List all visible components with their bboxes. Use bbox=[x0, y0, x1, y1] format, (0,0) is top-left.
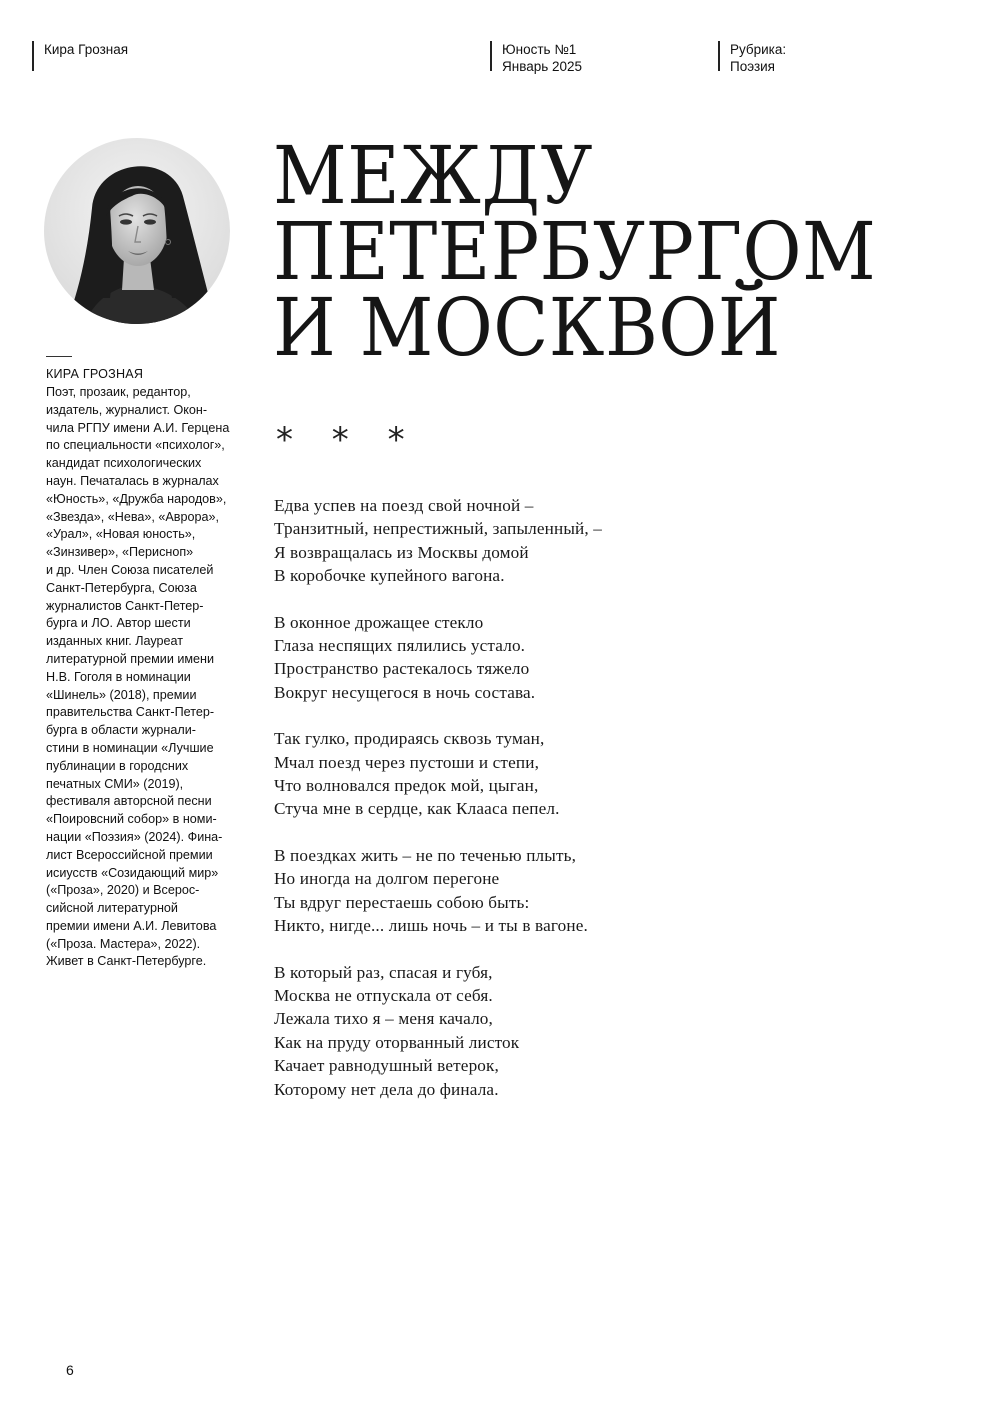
bio-line: кандидат психологических bbox=[46, 456, 202, 471]
poem-line: Которому нет дела до финала. bbox=[274, 1079, 499, 1099]
bio-line: Санкт-Петербурга, Союза bbox=[46, 580, 197, 595]
bio-line: чила РГПУ имени А.И. Герцена bbox=[46, 420, 230, 435]
poem-line: Едва успев на поезд свой ночной – bbox=[274, 496, 534, 515]
bio-line: печатных СМИ» (2019), bbox=[46, 776, 184, 791]
poem-line: Но иногда на долгом перегоне bbox=[274, 869, 500, 889]
poem-line: Пространство растекалось тяжело bbox=[274, 659, 530, 679]
header-divider bbox=[32, 41, 34, 71]
poem-line: Москва не отпускала от себя. bbox=[274, 985, 493, 1005]
bio-line: лист Всероссийсной премии bbox=[46, 847, 213, 862]
bio-line: литературной премии имени bbox=[46, 651, 215, 666]
bio-line: стини в номинации «Лучшие bbox=[46, 740, 214, 755]
bio-line: исиусств «Созидающий мир» bbox=[46, 865, 219, 880]
bio-line: по специальности «психолог», bbox=[46, 438, 225, 453]
bio-line: («Проза. Мастера», 2022). bbox=[46, 936, 201, 951]
bio-line: бурга и ЛО. Автор шести bbox=[46, 616, 191, 631]
bio-line: Н.В. Гоголя в номинации bbox=[46, 669, 191, 684]
poem-asterisks: * * * bbox=[276, 420, 419, 460]
bio-line: журналистов Санкт-Петер- bbox=[46, 598, 204, 613]
bio-line: «Поировсний собор» в номи- bbox=[46, 812, 217, 827]
bio-line: издатель, журналист. Окон- bbox=[46, 402, 208, 417]
title-line-2: ПЕТЕРБУРГОМ bbox=[273, 205, 877, 298]
poem-line: Стуча мне в сердце, как Клааса пепел. bbox=[274, 799, 560, 819]
author-bio bbox=[46, 356, 266, 971]
bio-line: премии имени А.И. Левитова bbox=[46, 918, 217, 933]
bio-author-name: КИРА ГРОЗНАЯ bbox=[46, 367, 144, 382]
bio-line: бурга в области журнали- bbox=[46, 723, 196, 738]
poem-line: Так гулко, продираясь сквозь туман, bbox=[274, 729, 545, 749]
poem-stanza bbox=[274, 844, 602, 938]
header-issue bbox=[490, 41, 582, 75]
bio-text bbox=[46, 384, 266, 971]
bio-line: сийсной литературной bbox=[46, 901, 178, 916]
bio-line: Поэт, прозаик, редантор, bbox=[46, 384, 191, 399]
bio-line: нации «Поэзия» (2024). Фина- bbox=[46, 829, 223, 844]
poem-line: Никто, нигде... лишь ночь – и ты в вагоне. bbox=[274, 916, 588, 936]
poem-line: Лежала тихо я – меня качало, bbox=[274, 1009, 493, 1029]
poem-line: В поездках жить – не по теченью плыть, bbox=[274, 845, 577, 865]
bio-line: публинации в городсних bbox=[46, 758, 189, 773]
poem-line: В который раз, спасая и губя, bbox=[274, 962, 493, 982]
bio-line: «Шинель» (2018), премии bbox=[46, 687, 197, 702]
header-author bbox=[32, 41, 128, 58]
poem-line: Я возвращалась из Москвы домой bbox=[274, 542, 529, 562]
header-rubric-value: Поэзия bbox=[730, 59, 775, 74]
poem-body bbox=[274, 494, 602, 1124]
header-issue-number: Юность №1 bbox=[502, 42, 577, 57]
poem-line: Что волновался предок мой, цыган, bbox=[274, 776, 539, 796]
article-title bbox=[273, 129, 943, 374]
header-issue-date: Январь 2025 bbox=[502, 59, 583, 74]
bio-line: правительства Санкт-Петер- bbox=[46, 705, 215, 720]
bio-line: «Юность», «Дружба народов», bbox=[46, 491, 227, 506]
poem-stanza bbox=[274, 494, 602, 588]
bio-line: Живет в Санкт-Петербурге. bbox=[46, 954, 207, 969]
title-line-1: МЕЖДУ bbox=[273, 129, 593, 222]
title-line-3: И МОСКВОЙ bbox=[273, 281, 782, 374]
author-portrait-photo bbox=[44, 138, 230, 324]
bio-line: и др. Член Союза писателей bbox=[46, 562, 214, 577]
poem-stanza bbox=[274, 611, 602, 705]
bio-line: изданных книг. Лауреат bbox=[46, 634, 183, 649]
header-divider bbox=[490, 41, 492, 71]
header-author-name: Кира Грозная bbox=[44, 42, 129, 57]
bio-divider bbox=[46, 356, 72, 357]
poem-line: Глаза неспящих пялились устало. bbox=[274, 636, 526, 656]
poem-stanza bbox=[274, 961, 602, 1101]
header-divider bbox=[718, 41, 720, 71]
poem-line: В оконное дрожащее стекло bbox=[274, 612, 484, 632]
poem-line: В коробочке купейного вагона. bbox=[274, 566, 505, 586]
bio-line: «Звезда», «Нева», «Аврора», bbox=[46, 509, 220, 524]
bio-line: наун. Печаталась в журналах bbox=[46, 473, 219, 488]
header-rubric bbox=[718, 41, 786, 75]
poem-stanza bbox=[274, 727, 602, 821]
bio-line: («Проза», 2020) и Всерос- bbox=[46, 883, 200, 898]
poem-line: Как на пруду оторванный листок bbox=[274, 1032, 520, 1052]
page-number: 6 bbox=[66, 1362, 74, 1378]
poem-line: Транзитный, непрестижный, запыленный, – bbox=[274, 519, 603, 539]
bio-line: «Зинзивер», «Перисноп» bbox=[46, 545, 194, 560]
bio-line: «Урал», «Новая юность», bbox=[46, 527, 196, 542]
bio-line: фестиваля авторсной песни bbox=[46, 794, 212, 809]
poem-line: Вокруг несущегося в ночь состава. bbox=[274, 682, 536, 702]
header-rubric-label: Рубрика: bbox=[730, 42, 787, 57]
poem-line: Качает равнодушный ветерок, bbox=[274, 1056, 500, 1076]
poem-line: Мчал поезд через пустоши и степи, bbox=[274, 752, 540, 772]
poem-line: Ты вдруг перестаешь собою быть: bbox=[274, 892, 530, 912]
